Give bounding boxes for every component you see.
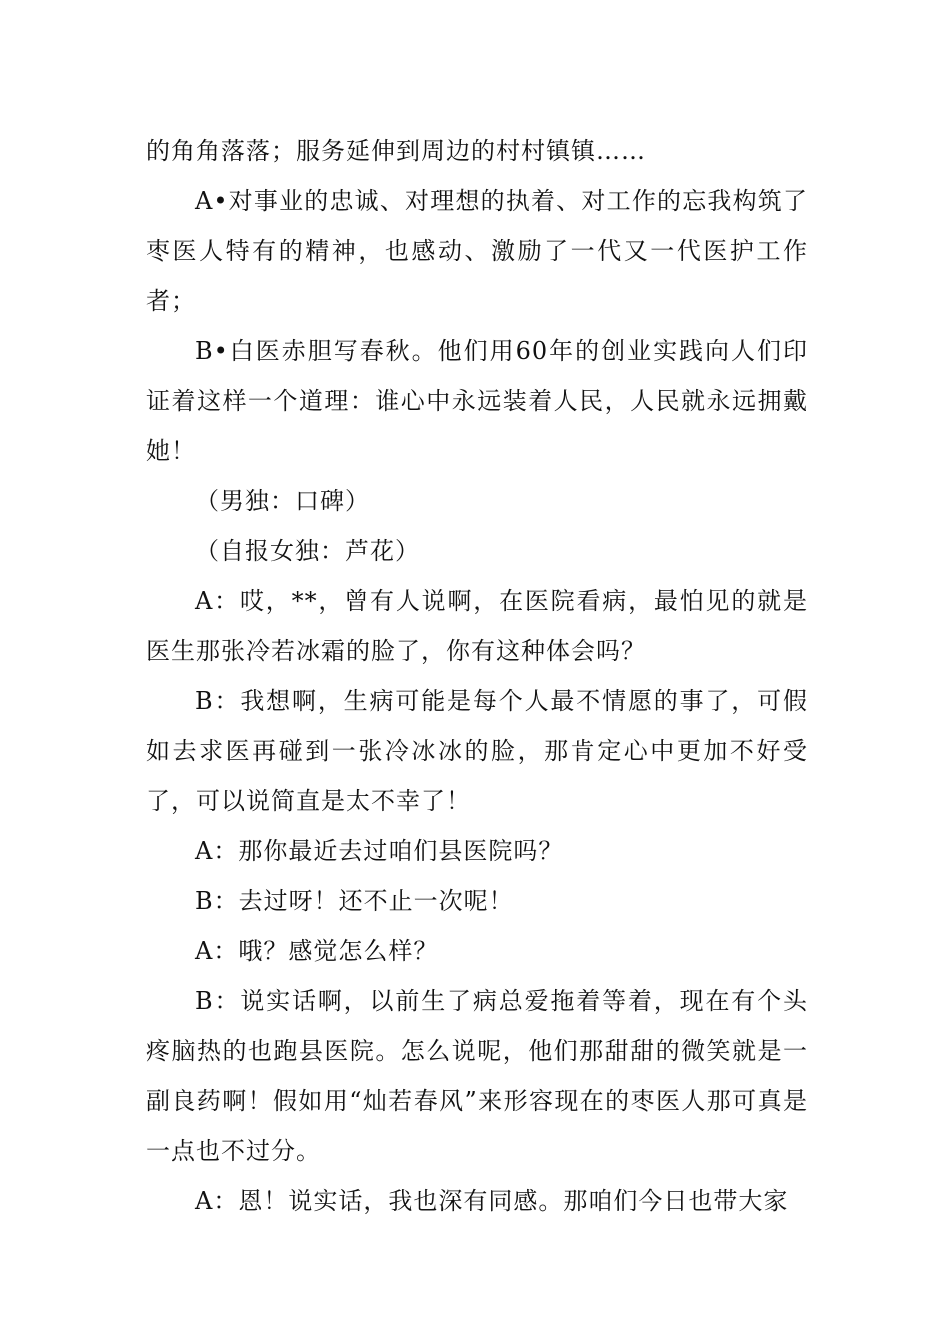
paragraph-a-spirit: A•对事业的忠诚、对理想的执着、对工作的忘我构筑了枣医人特有的精神，也感动、激励了一代又一代医护工作者； <box>146 187 808 315</box>
dialogue-b-been-there: B：去过呀！还不止一次呢！ <box>195 887 514 915</box>
dialogue-a-agree: A：恩！说实话，我也深有同感。那咱们今日也带大家 <box>195 1187 789 1215</box>
dialogue-b-spring-breeze: B：说实话啊，以前生了病总爱拖着等着，现在有个头疼脑热的也跑县医院。怎么说呢，他们那甜甜的微笑就是一副良药啊！假如用“灿若春风”来形容现在的枣医人那可真是一点也不过分。 <box>146 987 808 1165</box>
dialogue-a-cold-face: A：哎，**，曾有人说啊，在医院看病，最怕见的就是医生那张冷若冰霜的脸了，你有这种体会吗？ <box>146 587 808 665</box>
paragraph-b-spring-autumn: B•白医赤胆写春秋。他们用60年的创业实践向人们印证着这样一个道理：谁心中永远装着人民，人民就永远拥戴她！ <box>146 337 808 465</box>
stage-direction-male-solo: （男独：口碑） <box>195 487 370 515</box>
dialogue-b-unlucky: B：我想啊，生病可能是每个人最不情愿的事了，可假如去求医再碰到一张冷冰冰的脸，那肯定心中更加不好受了，可以说简直是太不幸了！ <box>146 687 808 815</box>
dialogue-a-county-hospital: A：那你最近去过咱们县医院吗？ <box>195 837 564 865</box>
paragraph-continuation: 的角角落落；服务延伸到周边的村村镇镇…… <box>146 137 646 165</box>
document-body <box>146 126 808 1226</box>
stage-direction-female-solo: （自报女独：芦花） <box>195 537 420 565</box>
dialogue-a-how-was-it: A：哦？感觉怎么样？ <box>195 937 439 965</box>
